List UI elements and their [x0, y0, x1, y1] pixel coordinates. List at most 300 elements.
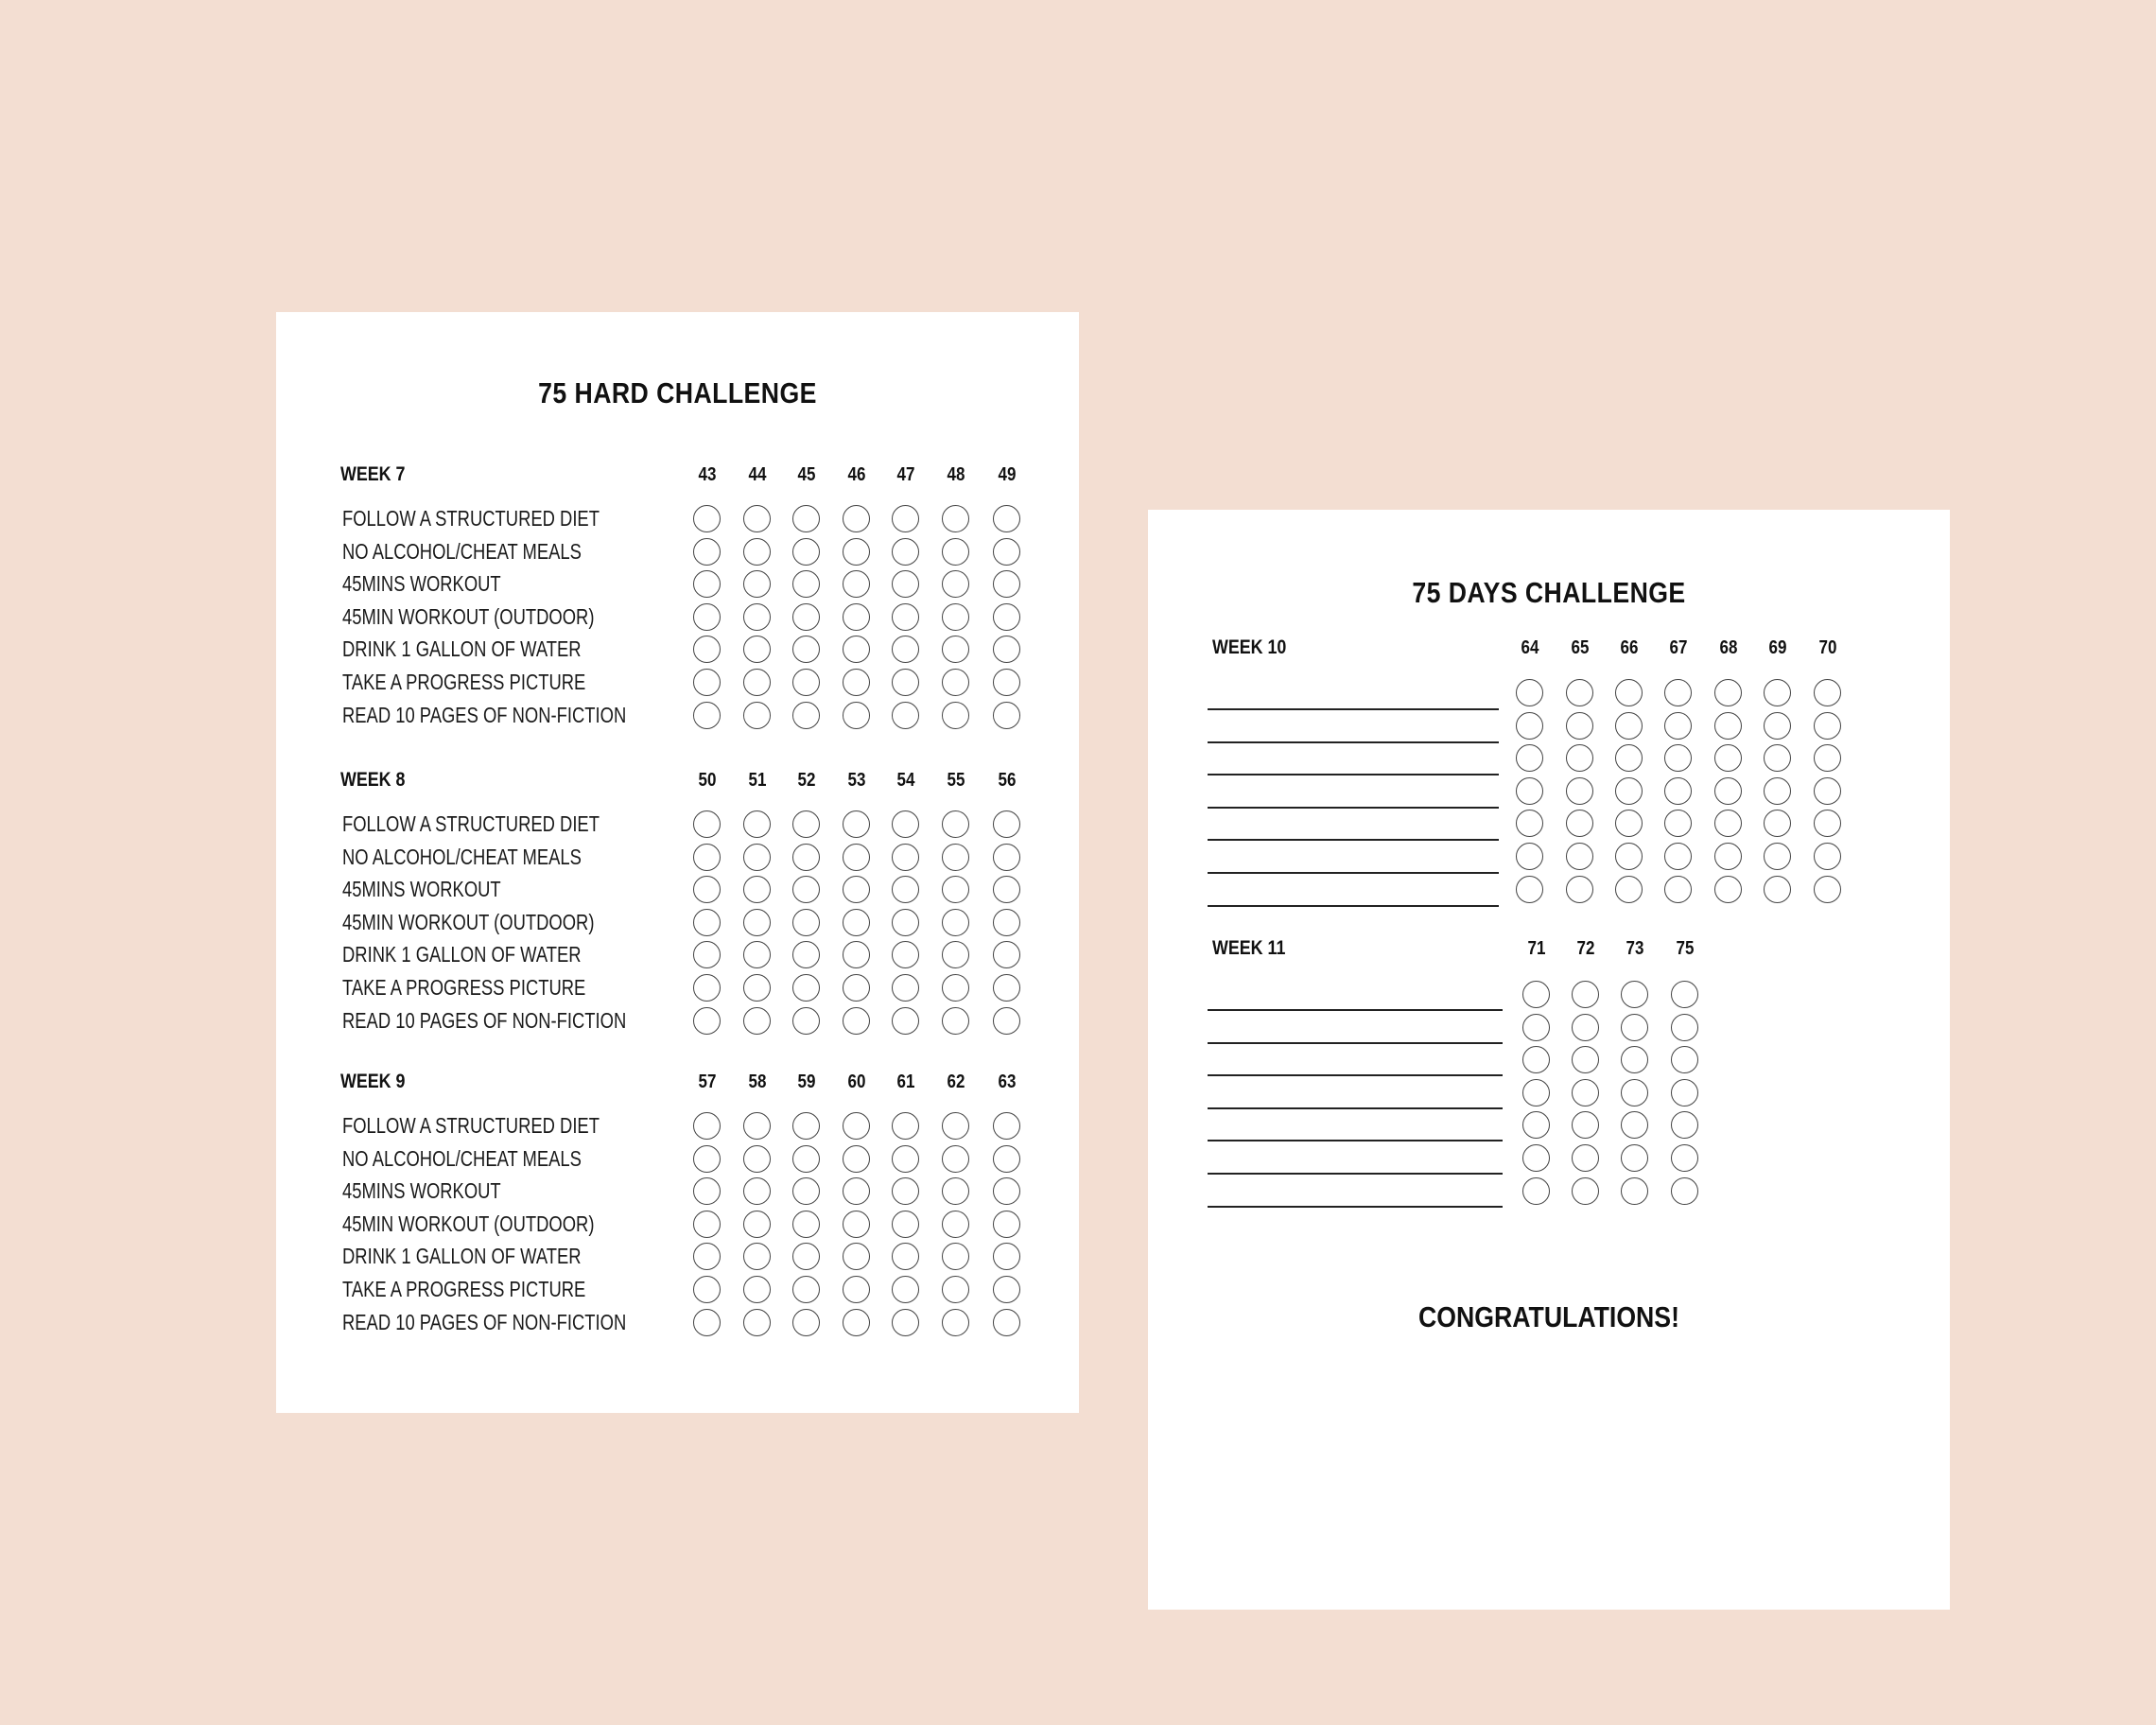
day-number: 65: [1571, 637, 1590, 658]
day-checkbox[interactable]: [1621, 1144, 1648, 1172]
day-checkbox[interactable]: [1814, 744, 1841, 772]
day-checkbox[interactable]: [693, 1211, 721, 1238]
day-checkbox[interactable]: [1764, 777, 1791, 805]
day-checkbox[interactable]: [993, 1309, 1020, 1336]
day-checkbox[interactable]: [1671, 981, 1698, 1008]
week-label: WEEK 10: [1212, 636, 1287, 658]
day-checkbox[interactable]: [1572, 981, 1599, 1008]
day-checkbox[interactable]: [1516, 712, 1543, 740]
day-checkbox[interactable]: [743, 1007, 771, 1035]
write-in-line[interactable]: [1208, 872, 1499, 874]
day-checkbox[interactable]: [892, 669, 919, 696]
day-checkbox[interactable]: [942, 1309, 969, 1336]
day-checkbox[interactable]: [892, 505, 919, 532]
task-label: NO ALCOHOL/CHEAT MEALS: [342, 844, 582, 869]
day-checkbox[interactable]: [743, 941, 771, 968]
day-number: 71: [1527, 938, 1546, 959]
day-checkbox[interactable]: [1714, 843, 1742, 870]
day-checkbox[interactable]: [843, 876, 870, 903]
day-checkbox[interactable]: [1566, 810, 1593, 837]
day-checkbox[interactable]: [892, 636, 919, 663]
day-checkbox[interactable]: [843, 941, 870, 968]
day-checkbox[interactable]: [843, 1145, 870, 1173]
congratulations-text: CONGRATULATIONS!: [1418, 1300, 1679, 1333]
day-checkbox[interactable]: [693, 1276, 721, 1303]
day-checkbox[interactable]: [942, 570, 969, 598]
day-checkbox[interactable]: [693, 810, 721, 838]
day-checkbox[interactable]: [693, 1007, 721, 1035]
day-checkbox[interactable]: [993, 810, 1020, 838]
day-checkbox[interactable]: [843, 974, 870, 1002]
day-checkbox[interactable]: [1615, 712, 1643, 740]
week-label: WEEK 11: [1212, 937, 1286, 959]
day-checkbox[interactable]: [1566, 876, 1593, 903]
day-number: 61: [896, 1072, 915, 1092]
task-label: READ 10 PAGES OF NON-FICTION: [342, 702, 627, 727]
day-number: 44: [748, 464, 767, 485]
day-checkbox[interactable]: [1714, 744, 1742, 772]
day-number: 63: [998, 1072, 1017, 1092]
day-checkbox[interactable]: [843, 1112, 870, 1140]
day-number: 47: [896, 464, 915, 485]
day-checkbox[interactable]: [892, 1276, 919, 1303]
day-checkbox[interactable]: [1764, 843, 1791, 870]
day-number: 62: [947, 1072, 965, 1092]
day-checkbox[interactable]: [843, 636, 870, 663]
day-checkbox[interactable]: [743, 1112, 771, 1140]
day-checkbox[interactable]: [693, 1112, 721, 1140]
day-checkbox[interactable]: [942, 505, 969, 532]
day-checkbox[interactable]: [993, 974, 1020, 1002]
write-in-line[interactable]: [1208, 1042, 1503, 1044]
write-in-line[interactable]: [1208, 708, 1499, 710]
day-checkbox[interactable]: [792, 876, 820, 903]
day-checkbox[interactable]: [843, 1177, 870, 1205]
day-checkbox[interactable]: [1664, 744, 1692, 772]
day-checkbox[interactable]: [843, 505, 870, 532]
day-checkbox[interactable]: [693, 941, 721, 968]
day-checkbox[interactable]: [1814, 843, 1841, 870]
day-checkbox[interactable]: [1714, 810, 1742, 837]
day-checkbox[interactable]: [942, 876, 969, 903]
task-label: TAKE A PROGRESS PICTURE: [342, 975, 586, 1000]
day-checkbox[interactable]: [942, 941, 969, 968]
day-checkbox[interactable]: [942, 538, 969, 566]
day-checkbox[interactable]: [1664, 810, 1692, 837]
day-checkbox[interactable]: [892, 974, 919, 1002]
task-label: FOLLOW A STRUCTURED DIET: [342, 811, 600, 836]
day-checkbox[interactable]: [1621, 981, 1648, 1008]
day-checkbox[interactable]: [892, 810, 919, 838]
write-in-line[interactable]: [1208, 905, 1499, 907]
day-checkbox[interactable]: [743, 844, 771, 871]
day-checkbox[interactable]: [1572, 1111, 1599, 1139]
task-label: 45MINS WORKOUT: [342, 1178, 501, 1204]
day-checkbox[interactable]: [1714, 712, 1742, 740]
day-checkbox[interactable]: [1522, 981, 1550, 1008]
day-checkbox[interactable]: [693, 636, 721, 663]
day-checkbox[interactable]: [693, 570, 721, 598]
day-checkbox[interactable]: [743, 876, 771, 903]
day-number: 53: [847, 770, 866, 791]
day-checkbox[interactable]: [693, 1145, 721, 1173]
day-checkbox[interactable]: [843, 702, 870, 729]
day-checkbox[interactable]: [843, 1211, 870, 1238]
day-checkbox[interactable]: [942, 1243, 969, 1270]
day-checkbox[interactable]: [743, 1211, 771, 1238]
day-checkbox[interactable]: [1621, 1014, 1648, 1041]
day-checkbox[interactable]: [743, 810, 771, 838]
page-title: 75 DAYS CHALLENGE: [1412, 576, 1686, 609]
day-number: 51: [748, 770, 767, 791]
day-checkbox[interactable]: [993, 1177, 1020, 1205]
day-number: 55: [947, 770, 965, 791]
day-checkbox[interactable]: [792, 570, 820, 598]
day-checkbox[interactable]: [1516, 843, 1543, 870]
day-checkbox[interactable]: [693, 974, 721, 1002]
day-checkbox[interactable]: [892, 844, 919, 871]
day-checkbox[interactable]: [1522, 1177, 1550, 1205]
day-checkbox[interactable]: [892, 603, 919, 631]
day-checkbox[interactable]: [792, 909, 820, 936]
day-checkbox[interactable]: [942, 810, 969, 838]
day-checkbox[interactable]: [1516, 777, 1543, 805]
day-checkbox[interactable]: [892, 1309, 919, 1336]
task-label: READ 10 PAGES OF NON-FICTION: [342, 1309, 627, 1334]
task-label: FOLLOW A STRUCTURED DIET: [342, 1113, 600, 1138]
day-checkbox[interactable]: [1764, 712, 1791, 740]
day-checkbox[interactable]: [942, 1177, 969, 1205]
day-checkbox[interactable]: [743, 974, 771, 1002]
day-number: 67: [1669, 637, 1688, 658]
write-in-line[interactable]: [1208, 774, 1499, 775]
day-checkbox[interactable]: [892, 941, 919, 968]
day-checkbox[interactable]: [1671, 1144, 1698, 1172]
day-checkbox[interactable]: [743, 1243, 771, 1270]
day-checkbox[interactable]: [743, 538, 771, 566]
day-checkbox[interactable]: [1621, 1177, 1648, 1205]
day-checkbox[interactable]: [743, 669, 771, 696]
day-checkbox[interactable]: [1671, 1079, 1698, 1106]
task-label: DRINK 1 GALLON OF WATER: [342, 1244, 582, 1269]
day-checkbox[interactable]: [1615, 777, 1643, 805]
day-number: 69: [1768, 637, 1787, 658]
write-in-line[interactable]: [1208, 1107, 1503, 1109]
day-checkbox[interactable]: [792, 1276, 820, 1303]
day-checkbox[interactable]: [1814, 679, 1841, 706]
day-checkbox[interactable]: [743, 909, 771, 936]
day-checkbox[interactable]: [993, 844, 1020, 871]
day-checkbox[interactable]: [1671, 1177, 1698, 1205]
day-checkbox[interactable]: [693, 844, 721, 871]
day-checkbox[interactable]: [843, 810, 870, 838]
day-checkbox[interactable]: [1764, 744, 1791, 772]
task-label: 45MIN WORKOUT (OUTDOOR): [342, 1211, 595, 1236]
task-label: NO ALCOHOL/CHEAT MEALS: [342, 1145, 582, 1171]
day-checkbox[interactable]: [1621, 1111, 1648, 1139]
write-in-line[interactable]: [1208, 1140, 1503, 1141]
day-checkbox[interactable]: [892, 702, 919, 729]
task-label: READ 10 PAGES OF NON-FICTION: [342, 1007, 627, 1033]
day-checkbox[interactable]: [942, 974, 969, 1002]
day-checkbox[interactable]: [1566, 744, 1593, 772]
day-checkbox[interactable]: [1714, 876, 1742, 903]
day-checkbox[interactable]: [993, 538, 1020, 566]
day-checkbox[interactable]: [942, 603, 969, 631]
day-checkbox[interactable]: [942, 702, 969, 729]
day-checkbox[interactable]: [743, 1145, 771, 1173]
day-checkbox[interactable]: [1566, 777, 1593, 805]
day-checkbox[interactable]: [843, 1276, 870, 1303]
day-checkbox[interactable]: [1615, 810, 1643, 837]
day-checkbox[interactable]: [1615, 744, 1643, 772]
day-checkbox[interactable]: [792, 1007, 820, 1035]
day-checkbox[interactable]: [1516, 876, 1543, 903]
day-checkbox[interactable]: [993, 1007, 1020, 1035]
day-checkbox[interactable]: [892, 1145, 919, 1173]
day-checkbox[interactable]: [693, 505, 721, 532]
day-checkbox[interactable]: [1671, 1111, 1698, 1139]
write-in-line[interactable]: [1208, 1074, 1503, 1076]
day-number: 43: [698, 464, 717, 485]
day-checkbox[interactable]: [1566, 843, 1593, 870]
day-number: 75: [1676, 938, 1695, 959]
day-checkbox[interactable]: [743, 1309, 771, 1336]
day-checkbox[interactable]: [1714, 777, 1742, 805]
day-checkbox[interactable]: [1572, 1046, 1599, 1073]
day-checkbox[interactable]: [1814, 712, 1841, 740]
day-checkbox[interactable]: [1572, 1177, 1599, 1205]
write-in-line[interactable]: [1208, 1009, 1503, 1011]
day-checkbox[interactable]: [792, 941, 820, 968]
day-checkbox[interactable]: [942, 1211, 969, 1238]
day-checkbox[interactable]: [993, 1211, 1020, 1238]
day-checkbox[interactable]: [1814, 876, 1841, 903]
day-checkbox[interactable]: [1664, 712, 1692, 740]
day-checkbox[interactable]: [1814, 810, 1841, 837]
task-label: 45MIN WORKOUT (OUTDOOR): [342, 909, 595, 934]
day-number: 54: [896, 770, 915, 791]
write-in-line[interactable]: [1208, 1206, 1503, 1208]
day-checkbox[interactable]: [942, 1145, 969, 1173]
day-checkbox[interactable]: [993, 702, 1020, 729]
day-checkbox[interactable]: [743, 1177, 771, 1205]
day-checkbox[interactable]: [843, 844, 870, 871]
day-checkbox[interactable]: [993, 876, 1020, 903]
day-checkbox[interactable]: [792, 1309, 820, 1336]
day-number: 50: [698, 770, 717, 791]
task-label: NO ALCOHOL/CHEAT MEALS: [342, 538, 582, 564]
day-checkbox[interactable]: [1566, 712, 1593, 740]
day-checkbox[interactable]: [993, 603, 1020, 631]
day-checkbox[interactable]: [1764, 810, 1791, 837]
day-checkbox[interactable]: [792, 702, 820, 729]
day-checkbox[interactable]: [892, 1112, 919, 1140]
day-checkbox[interactable]: [1516, 679, 1543, 706]
day-number: 48: [947, 464, 965, 485]
day-checkbox[interactable]: [743, 505, 771, 532]
day-checkbox[interactable]: [792, 538, 820, 566]
week-label: WEEK 7: [340, 463, 406, 485]
day-number: 46: [847, 464, 866, 485]
day-checkbox[interactable]: [743, 603, 771, 631]
day-checkbox[interactable]: [993, 941, 1020, 968]
task-label: 45MINS WORKOUT: [342, 571, 501, 597]
day-number: 57: [698, 1072, 717, 1092]
week-label: WEEK 9: [340, 1071, 406, 1092]
day-number: 72: [1576, 938, 1595, 959]
day-checkbox[interactable]: [1522, 1111, 1550, 1139]
page-title: 75 HARD CHALLENGE: [538, 376, 817, 409]
day-checkbox[interactable]: [1764, 876, 1791, 903]
day-checkbox[interactable]: [743, 702, 771, 729]
day-checkbox[interactable]: [1516, 810, 1543, 837]
write-in-line[interactable]: [1208, 1173, 1503, 1175]
day-checkbox[interactable]: [693, 538, 721, 566]
day-checkbox[interactable]: [993, 636, 1020, 663]
day-number: 45: [797, 464, 816, 485]
day-checkbox[interactable]: [993, 570, 1020, 598]
day-checkbox[interactable]: [942, 669, 969, 696]
day-checkbox[interactable]: [993, 1276, 1020, 1303]
day-number: 68: [1719, 637, 1738, 658]
day-checkbox[interactable]: [892, 1243, 919, 1270]
day-checkbox[interactable]: [792, 1243, 820, 1270]
day-checkbox[interactable]: [693, 1177, 721, 1205]
day-checkbox[interactable]: [892, 909, 919, 936]
day-checkbox[interactable]: [1516, 744, 1543, 772]
day-checkbox[interactable]: [942, 1007, 969, 1035]
day-checkbox[interactable]: [993, 909, 1020, 936]
week-label: WEEK 8: [340, 769, 406, 791]
day-checkbox[interactable]: [693, 876, 721, 903]
day-checkbox[interactable]: [792, 603, 820, 631]
day-number: 60: [847, 1072, 866, 1092]
day-checkbox[interactable]: [1621, 1079, 1648, 1106]
day-checkbox[interactable]: [843, 570, 870, 598]
day-checkbox[interactable]: [843, 538, 870, 566]
day-checkbox[interactable]: [942, 636, 969, 663]
day-checkbox[interactable]: [743, 570, 771, 598]
day-checkbox[interactable]: [743, 636, 771, 663]
day-checkbox[interactable]: [792, 505, 820, 532]
day-checkbox[interactable]: [693, 603, 721, 631]
day-checkbox[interactable]: [693, 702, 721, 729]
day-number: 64: [1521, 637, 1539, 658]
day-checkbox[interactable]: [843, 669, 870, 696]
day-checkbox[interactable]: [892, 1177, 919, 1205]
task-label: FOLLOW A STRUCTURED DIET: [342, 506, 600, 531]
day-checkbox[interactable]: [892, 876, 919, 903]
day-checkbox[interactable]: [843, 1309, 870, 1336]
day-checkbox[interactable]: [942, 909, 969, 936]
day-checkbox[interactable]: [993, 505, 1020, 532]
day-checkbox[interactable]: [693, 669, 721, 696]
day-checkbox[interactable]: [1814, 777, 1841, 805]
day-checkbox[interactable]: [1664, 876, 1692, 903]
task-label: TAKE A PROGRESS PICTURE: [342, 670, 586, 694]
day-number: 52: [797, 770, 816, 791]
day-checkbox[interactable]: [892, 1211, 919, 1238]
day-checkbox[interactable]: [1671, 1014, 1698, 1041]
day-checkbox[interactable]: [1714, 679, 1742, 706]
day-checkbox[interactable]: [693, 909, 721, 936]
day-checkbox[interactable]: [792, 844, 820, 871]
right-tracker-page: [1148, 510, 1950, 1610]
day-checkbox[interactable]: [892, 570, 919, 598]
day-checkbox[interactable]: [743, 1276, 771, 1303]
day-checkbox[interactable]: [1615, 679, 1643, 706]
day-checkbox[interactable]: [843, 1007, 870, 1035]
day-checkbox[interactable]: [1764, 679, 1791, 706]
day-checkbox[interactable]: [1664, 843, 1692, 870]
day-checkbox[interactable]: [1522, 1079, 1550, 1106]
day-checkbox[interactable]: [993, 1243, 1020, 1270]
day-checkbox[interactable]: [1522, 1014, 1550, 1041]
write-in-line[interactable]: [1208, 741, 1499, 743]
day-checkbox[interactable]: [1572, 1079, 1599, 1106]
task-label: DRINK 1 GALLON OF WATER: [342, 942, 582, 967]
day-checkbox[interactable]: [792, 974, 820, 1002]
day-checkbox[interactable]: [792, 810, 820, 838]
day-checkbox[interactable]: [792, 1177, 820, 1205]
day-number: 70: [1818, 637, 1837, 658]
day-checkbox[interactable]: [1664, 777, 1692, 805]
day-number: 58: [748, 1072, 767, 1092]
day-checkbox[interactable]: [993, 1112, 1020, 1140]
day-checkbox[interactable]: [892, 1007, 919, 1035]
write-in-line[interactable]: [1208, 839, 1499, 841]
day-checkbox[interactable]: [843, 603, 870, 631]
day-checkbox[interactable]: [792, 1112, 820, 1140]
day-checkbox[interactable]: [1522, 1046, 1550, 1073]
day-checkbox[interactable]: [792, 1211, 820, 1238]
task-label: TAKE A PROGRESS PICTURE: [342, 1277, 586, 1301]
task-label: DRINK 1 GALLON OF WATER: [342, 636, 582, 662]
day-checkbox[interactable]: [993, 669, 1020, 696]
day-checkbox[interactable]: [993, 1145, 1020, 1173]
day-checkbox[interactable]: [1522, 1144, 1550, 1172]
day-number: 56: [998, 770, 1017, 791]
day-checkbox[interactable]: [1671, 1046, 1698, 1073]
day-checkbox[interactable]: [942, 844, 969, 871]
day-number: 59: [797, 1072, 816, 1092]
day-checkbox[interactable]: [1566, 679, 1593, 706]
day-number: 73: [1626, 938, 1644, 959]
day-checkbox[interactable]: [1621, 1046, 1648, 1073]
task-label: 45MIN WORKOUT (OUTDOOR): [342, 603, 595, 629]
day-checkbox[interactable]: [892, 538, 919, 566]
day-number: 49: [998, 464, 1017, 485]
day-checkbox[interactable]: [1572, 1144, 1599, 1172]
day-checkbox[interactable]: [942, 1112, 969, 1140]
write-in-line[interactable]: [1208, 807, 1499, 809]
day-checkbox[interactable]: [1615, 876, 1643, 903]
task-label: 45MINS WORKOUT: [342, 877, 501, 902]
day-checkbox[interactable]: [792, 1145, 820, 1173]
day-checkbox[interactable]: [792, 636, 820, 663]
day-checkbox[interactable]: [693, 1243, 721, 1270]
day-checkbox[interactable]: [693, 1309, 721, 1336]
day-checkbox[interactable]: [843, 1243, 870, 1270]
day-checkbox[interactable]: [942, 1276, 969, 1303]
day-checkbox[interactable]: [1572, 1014, 1599, 1041]
day-checkbox[interactable]: [843, 909, 870, 936]
day-checkbox[interactable]: [1615, 843, 1643, 870]
day-checkbox[interactable]: [792, 669, 820, 696]
day-checkbox[interactable]: [1664, 679, 1692, 706]
left-tracker-page: [276, 312, 1079, 1413]
